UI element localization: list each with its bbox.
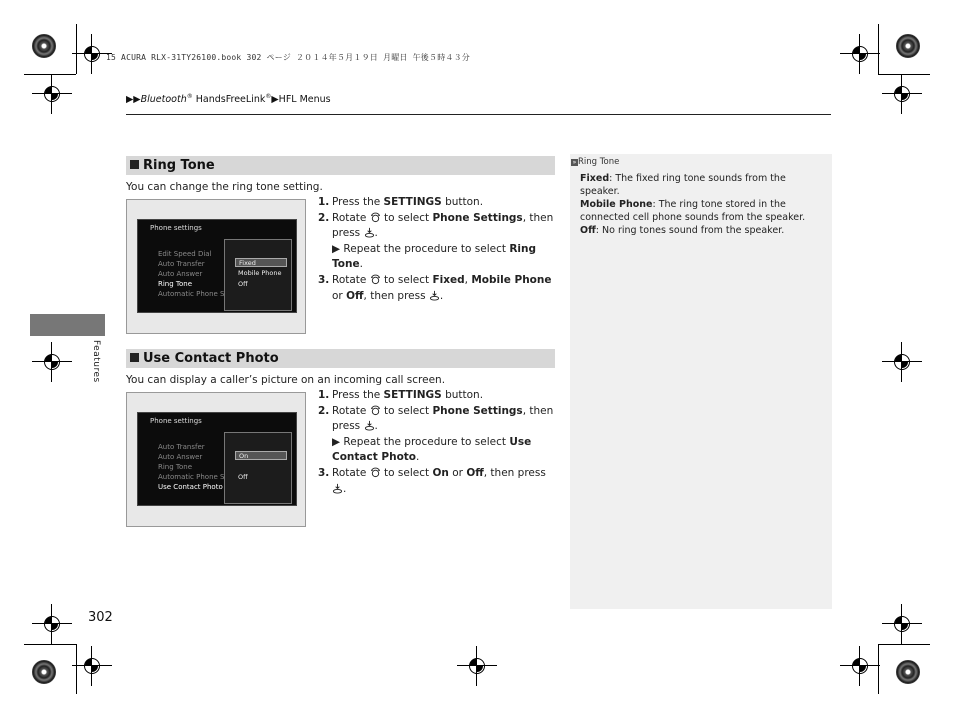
reference-mark-icon: » xyxy=(572,159,577,166)
press-dial-icon xyxy=(364,420,375,431)
registration-mark-icon xyxy=(40,612,64,636)
contact-photo-steps xyxy=(318,388,554,497)
color-rosette-icon xyxy=(896,34,920,58)
step-2-sub: ▶ Repeat the procedure to select Ring Tone. xyxy=(332,242,537,271)
heading-square-icon xyxy=(130,353,139,362)
breadcrumb: ▶▶Bluetooth® HandsFreeLink®▶HFL Menus xyxy=(126,93,331,106)
chapter-tab xyxy=(30,314,105,336)
display-title: Phone settings xyxy=(150,417,202,425)
step-2: 2. Rotate to select Phone Settings, then press . xyxy=(318,211,554,240)
sidebar-entries xyxy=(580,172,826,237)
header-rule xyxy=(126,114,831,115)
color-rosette-icon xyxy=(32,34,56,58)
ring-tone-screen-image xyxy=(126,199,306,334)
color-rosette-icon xyxy=(896,660,920,684)
interface-dial-icon xyxy=(370,212,381,223)
phone-settings-display: Phone settings Edit Speed Dial Auto Transfer Auto Answer Ring Tone Automatic Phone S Fixed Mobile Phone Off xyxy=(137,219,297,313)
registration-mark-icon xyxy=(465,654,489,678)
registration-mark-icon xyxy=(890,82,914,106)
registration-mark-icon xyxy=(848,42,872,66)
step-2-sub: ▶ Repeat the procedure to select Use Contact Photo. xyxy=(332,435,532,464)
arrow-right-icon: ▶ xyxy=(332,242,344,255)
breadcrumb-arrows: ▶▶ xyxy=(126,94,141,106)
contact-photo-screen-image xyxy=(126,392,306,527)
press-dial-icon xyxy=(332,483,343,494)
chapter-label: Features xyxy=(91,340,101,383)
registration-mark-icon xyxy=(848,654,872,678)
registration-mark-icon xyxy=(40,82,64,106)
ring-tone-intro: You can change the ring tone setting. xyxy=(126,181,323,193)
step-1: 1. Press the SETTINGS button. xyxy=(318,196,484,208)
registration-mark-icon xyxy=(40,350,64,374)
phone-settings-display: Phone settings Auto Transfer Auto Answer Ring Tone Automatic Phone S Use Contact Photo On Off xyxy=(137,412,297,506)
sidebar-entry: Off: No ring tones sound from the speaker. xyxy=(580,225,785,236)
color-rosette-icon xyxy=(32,660,56,684)
registration-mark-icon xyxy=(890,350,914,374)
registration-mark-icon xyxy=(80,42,104,66)
interface-dial-icon xyxy=(370,405,381,416)
breadcrumb-bluetooth: Bluetooth xyxy=(140,94,187,106)
registration-mark-icon xyxy=(80,654,104,678)
option-fixed: Fixed xyxy=(235,258,287,267)
interface-dial-icon xyxy=(370,467,381,478)
step-3: 3. Rotate to select Fixed, Mobile Phone or Off, then press . xyxy=(318,273,552,302)
display-title: Phone settings xyxy=(150,224,202,232)
options-popup xyxy=(224,239,292,311)
option-mobile-phone: Mobile Phone xyxy=(238,269,282,277)
page-number: 302 xyxy=(88,610,113,625)
sidebar-note xyxy=(570,154,832,609)
option-off: Off xyxy=(238,280,248,288)
option-on: On xyxy=(235,451,287,460)
sidebar-entry: Fixed: The fixed ring tone sounds from the speaker. xyxy=(580,173,786,197)
sidebar-entry: Mobile Phone: The ring tone stored in the connected cell phone sounds from the speaker. xyxy=(580,199,806,223)
options-popup xyxy=(224,432,292,504)
ring-tone-steps xyxy=(318,195,554,304)
step-3: 3. Rotate to select On or Off, then press . xyxy=(318,466,546,495)
arrow-right-icon: ▶ xyxy=(332,435,344,448)
section-heading-ring-tone: Ring Tone xyxy=(126,156,555,175)
sidebar-title: » Ring Tone xyxy=(572,157,620,167)
press-dial-icon xyxy=(429,290,440,301)
press-dial-icon xyxy=(364,227,375,238)
section-heading-use-contact-photo: Use Contact Photo xyxy=(126,349,555,368)
step-2: 2. Rotate to select Phone Settings, then press . xyxy=(318,404,554,433)
option-off: Off xyxy=(238,473,248,481)
breadcrumb-hfl-menus: HFL Menus xyxy=(278,94,331,106)
heading-square-icon xyxy=(130,160,139,169)
step-1: 1. Press the SETTINGS button. xyxy=(318,389,484,401)
interface-dial-icon xyxy=(370,274,381,285)
book-meta: 15 ACURA RLX-31TY26100.book 302 ページ ２０１４年５月１９日 月曜日 午後５時４３分 xyxy=(106,53,471,62)
contact-photo-intro: You can display a caller’s picture on an incoming call screen. xyxy=(126,374,446,386)
registration-mark-icon xyxy=(890,612,914,636)
